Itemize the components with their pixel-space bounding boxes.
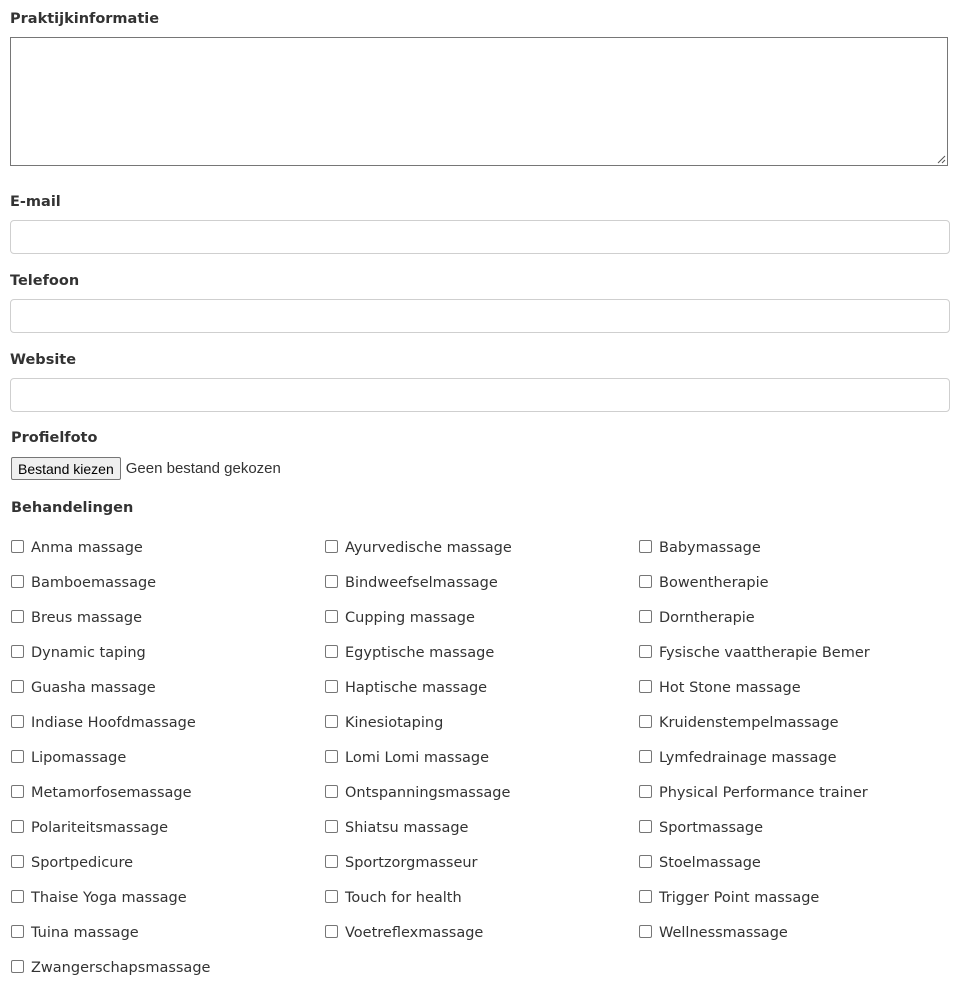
treatment-label: Trigger Point massage (659, 890, 820, 906)
treatment-label: Physical Performance trainer (659, 785, 868, 801)
treatment-label: Thaise Yoga massage (31, 890, 187, 906)
treatment-label: Anma massage (31, 540, 143, 556)
treatment-option[interactable] (639, 677, 953, 712)
treatment-checkbox[interactable] (11, 855, 24, 868)
treatment-checkbox[interactable] (639, 715, 652, 728)
treatment-option[interactable] (639, 712, 953, 747)
treatment-label: Sportzorgmasseur (345, 855, 478, 871)
treatment-label: Lipomassage (31, 750, 127, 766)
treatment-checkbox[interactable] (325, 540, 338, 553)
treatment-option[interactable] (11, 817, 325, 852)
file-upload (11, 457, 281, 480)
treatment-checkbox[interactable] (639, 750, 652, 763)
treatment-checkbox[interactable] (639, 645, 652, 658)
treatment-label: Stoelmassage (659, 855, 761, 871)
website-field[interactable] (10, 378, 950, 412)
treatment-label: Kinesiotaping (345, 715, 444, 731)
treatment-option[interactable] (11, 712, 325, 747)
treatment-checkbox[interactable] (325, 715, 338, 728)
email-field[interactable] (10, 220, 950, 254)
file-status-text: Geen bestand gekozen (125, 460, 281, 477)
treatment-label: Touch for health (345, 890, 462, 906)
treatment-option[interactable] (11, 747, 325, 782)
treatment-checkbox[interactable] (325, 820, 338, 833)
treatment-checkbox[interactable] (639, 890, 652, 903)
treatment-label: Babymassage (659, 540, 761, 556)
treatment-checkbox[interactable] (325, 750, 338, 763)
profile-photo-label: Profielfoto (11, 430, 98, 446)
treatment-checkbox[interactable] (325, 855, 338, 868)
treatment-checkbox[interactable] (325, 785, 338, 798)
treatments-label: Behandelingen (11, 500, 134, 516)
treatment-label: Indiase Hoofdmassage (31, 715, 196, 731)
treatment-label: Polariteitsmassage (31, 820, 169, 836)
treatment-checkbox[interactable] (11, 575, 24, 588)
treatment-label: Ontspanningsmassage (345, 785, 511, 801)
treatment-label: Wellnessmassage (659, 925, 788, 941)
treatment-checkbox[interactable] (11, 645, 24, 658)
treatment-label: Metamorfosemassage (31, 785, 192, 801)
treatment-label: Lomi Lomi massage (345, 750, 490, 766)
treatment-checkbox[interactable] (11, 680, 24, 693)
treatment-checkbox[interactable] (11, 890, 24, 903)
treatment-label: Bamboemassage (31, 575, 157, 591)
treatment-checkbox[interactable] (325, 645, 338, 658)
treatment-option[interactable] (325, 887, 639, 922)
treatment-checkbox[interactable] (639, 855, 652, 868)
treatment-label: Cupping massage (345, 610, 475, 626)
treatment-checkbox[interactable] (639, 785, 652, 798)
treatment-checkbox[interactable] (325, 925, 338, 938)
treatment-option[interactable] (639, 607, 953, 642)
treatment-checkbox[interactable] (11, 960, 24, 973)
treatment-checkbox[interactable] (11, 610, 24, 623)
treatment-option[interactable] (11, 852, 325, 887)
treatment-checkbox[interactable] (11, 820, 24, 833)
treatment-checkbox[interactable] (11, 750, 24, 763)
treatment-option[interactable] (11, 782, 325, 817)
treatment-option[interactable] (325, 817, 639, 852)
treatment-label: Ayurvedische massage (345, 540, 512, 556)
treatment-label: Voetreflexmassage (345, 925, 484, 941)
treatment-checkbox[interactable] (11, 785, 24, 798)
treatment-checkbox[interactable] (11, 925, 24, 938)
treatment-option[interactable] (639, 887, 953, 922)
treatment-label: Shiatsu massage (345, 820, 469, 836)
treatment-checkbox[interactable] (639, 575, 652, 588)
resize-grip-icon[interactable] (937, 155, 946, 164)
treatment-label: Zwangerschapsmassage (31, 960, 211, 976)
phone-field[interactable] (10, 299, 950, 333)
treatment-option[interactable] (11, 957, 325, 992)
treatment-checkbox[interactable] (639, 610, 652, 623)
treatment-option[interactable] (11, 572, 325, 607)
treatment-checkbox[interactable] (639, 540, 652, 553)
treatment-label: Sportpedicure (31, 855, 134, 871)
treatment-option[interactable] (325, 852, 639, 887)
treatment-label: Tuina massage (31, 925, 139, 941)
treatment-option[interactable] (639, 537, 953, 572)
treatment-option[interactable] (639, 922, 953, 957)
treatment-label: Bindweefselmassage (345, 575, 498, 591)
treatment-checkbox[interactable] (639, 925, 652, 938)
choose-file-button[interactable]: Bestand kiezen (11, 457, 121, 480)
treatment-checkbox[interactable] (639, 820, 652, 833)
treatment-option[interactable] (11, 922, 325, 957)
treatment-option[interactable] (11, 537, 325, 572)
treatment-checkbox[interactable] (325, 890, 338, 903)
practice-info-textarea[interactable] (10, 37, 948, 166)
treatment-option[interactable] (11, 677, 325, 712)
treatment-option[interactable] (639, 747, 953, 782)
treatment-checkbox[interactable] (11, 540, 24, 553)
treatment-option[interactable] (325, 537, 639, 572)
treatment-label: Dynamic taping (31, 645, 146, 661)
treatment-option[interactable] (639, 782, 953, 817)
treatment-option[interactable] (11, 607, 325, 642)
treatment-option[interactable] (639, 642, 953, 677)
treatment-label: Guasha massage (31, 680, 156, 696)
treatment-option[interactable] (11, 887, 325, 922)
treatment-label: Dorntherapie (659, 610, 755, 626)
treatment-option[interactable] (325, 747, 639, 782)
treatment-label: Haptische massage (345, 680, 488, 696)
treatment-option[interactable] (325, 677, 639, 712)
treatment-label: Egyptische massage (345, 645, 495, 661)
treatments-checkbox-grid (11, 537, 956, 992)
treatment-option[interactable] (639, 572, 953, 607)
treatment-label: Sportmassage (659, 820, 764, 836)
treatment-label: Breus massage (31, 610, 142, 626)
treatment-checkbox[interactable] (325, 575, 338, 588)
phone-label: Telefoon (10, 273, 80, 289)
treatment-checkbox[interactable] (639, 680, 652, 693)
treatment-label: Kruidenstempelmassage (659, 715, 839, 731)
treatment-checkbox[interactable] (11, 715, 24, 728)
email-label: E-mail (10, 194, 61, 210)
treatment-option[interactable] (325, 782, 639, 817)
treatment-label: Hot Stone massage (659, 680, 801, 696)
treatment-label: Lymfedrainage massage (659, 750, 837, 766)
treatment-label: Fysische vaattherapie Bemer (659, 645, 870, 661)
treatment-option[interactable] (325, 642, 639, 677)
treatment-option[interactable] (325, 607, 639, 642)
treatment-option[interactable] (639, 817, 953, 852)
treatment-option[interactable] (325, 712, 639, 747)
treatment-option[interactable] (11, 642, 325, 677)
website-label: Website (10, 352, 77, 368)
treatment-label: Bowentherapie (659, 575, 769, 591)
treatment-checkbox[interactable] (325, 680, 338, 693)
treatment-checkbox[interactable] (325, 610, 338, 623)
treatment-option[interactable] (639, 852, 953, 887)
practice-info-label: Praktijkinformatie (10, 11, 160, 27)
treatment-option[interactable] (325, 922, 639, 957)
treatment-option[interactable] (325, 572, 639, 607)
